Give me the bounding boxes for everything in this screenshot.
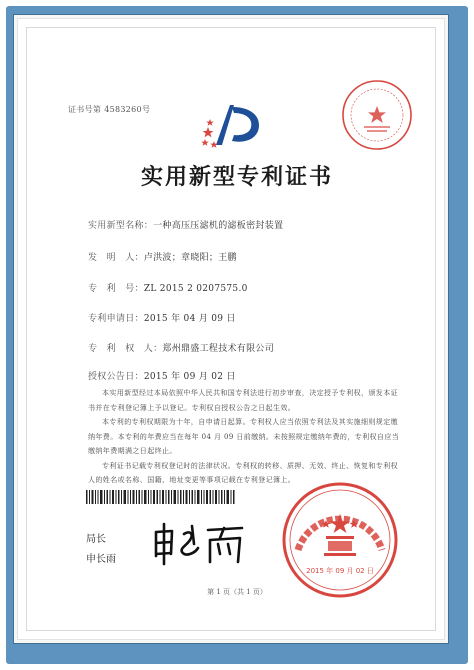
- certificate-number-label: 证书号第: [68, 105, 102, 114]
- field-label: 实用新型名称：: [88, 221, 154, 231]
- agency-seal-icon: [340, 78, 414, 152]
- barcode-icon: [86, 490, 236, 504]
- signatory-name: 申长雨: [86, 554, 116, 565]
- field-value: 卢洪波；章晓阳；王鹏: [143, 253, 237, 263]
- patent-office-emblem-icon: [196, 101, 266, 153]
- field-value: 郑州鼎盛工程技术有限公司: [162, 344, 275, 354]
- field-patent-number: [88, 281, 248, 294]
- field-inventor: [88, 250, 237, 263]
- field-filing-date: [88, 311, 236, 324]
- certificate-body: [88, 386, 400, 488]
- handwritten-signature-icon: [150, 518, 250, 568]
- body-paragraph: 本专利的专利权期限为十年，自申请日起算。专利权人应当依照专利法及其实施细则规定缴纳年费。本专利的年费应当在每年 04 月 09 日前缴纳。未按照规定缴纳年费的，专利权自应当缴纳年费期满之日起终止。: [88, 418, 400, 455]
- seal-date: 2015 年 09 月 02 日: [306, 567, 374, 575]
- certificate-number-suffix: 号: [141, 105, 151, 114]
- signatory-title: 局长: [86, 534, 106, 545]
- page-footer: 第 1 页（共 1 页）: [207, 588, 267, 596]
- certificate-number-value: 4583260: [104, 105, 142, 114]
- field-label: 发 明 人：: [88, 253, 144, 263]
- body-paragraph: 本实用新型经过本局依照中华人民共和国专利法进行初步审查，决定授予专利权，颁发本证书并在专利登记簿上予以登记。专利权自授权公告之日起生效。: [88, 389, 398, 412]
- certificate-title: 实用新型专利证书: [140, 165, 333, 190]
- field-patent-holder: [88, 341, 274, 354]
- field-label: 专 利 权 人：: [88, 344, 163, 354]
- field-label: 专 利 号：: [88, 284, 144, 294]
- body-paragraph: 专利证书记载专利权登记时的法律状况。专利权的转移、质押、无效、终止、恢复和专利权人的姓名或名称、国籍、地址变更等事项记载在专利登记簿上。: [88, 461, 398, 484]
- certificate-number: [68, 104, 150, 115]
- field-label: 授权公告日：: [88, 372, 144, 382]
- signatory-block: [86, 530, 116, 570]
- field-value: 2015 年 04 月 09 日: [143, 314, 236, 324]
- field-utility-model-name: [88, 218, 283, 231]
- field-value: ZL 2015 2 0207575.0: [143, 284, 248, 294]
- field-value: 2015 年 09 月 02 日: [143, 372, 236, 382]
- field-label: 专利申请日：: [88, 314, 144, 324]
- field-value: 一种高压压滤机的滤板密封装置: [153, 221, 284, 231]
- field-grant-date: [88, 369, 236, 382]
- official-seal-icon: [280, 480, 400, 600]
